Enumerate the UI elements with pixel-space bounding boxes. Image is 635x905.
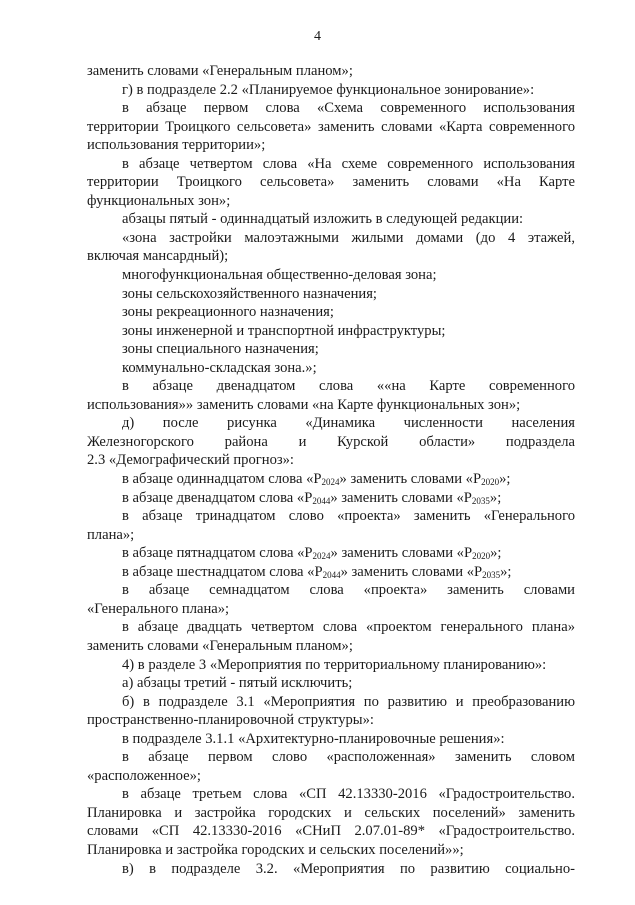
text-line	[87, 711, 575, 730]
text-segment: «расположенное»;	[87, 767, 201, 784]
text-segment: зоны рекреационного назначения;	[122, 304, 334, 321]
subscript-text: 2044	[322, 569, 341, 580]
text-segment: многофункциональная общественно-деловая зона;	[122, 267, 437, 284]
text-line	[87, 656, 575, 675]
text-segment: Железногорского района и Курской области» подраздела	[87, 433, 575, 450]
text-line	[87, 600, 575, 619]
text-segment: »;	[490, 545, 502, 562]
text-segment: зоны сельскохозяйственного назначения;	[122, 285, 377, 302]
text-line	[87, 507, 575, 526]
text-segment: в абзаце первом слово «расположенная» заменить словом	[122, 749, 575, 766]
text-line	[87, 62, 575, 81]
page-number: 4	[314, 29, 321, 44]
text-segment: в абзаце двенадцатом слова «Р	[122, 489, 313, 506]
text-line	[87, 396, 575, 415]
text-line	[87, 618, 575, 637]
text-segment: » заменить словами «Р	[330, 545, 473, 562]
text-line	[87, 693, 575, 712]
text-line	[87, 563, 575, 582]
text-segment: использования»» заменить словами «на Карте функциональных зон»;	[87, 396, 521, 413]
text-segment: 2.3 «Демографический прогноз»:	[87, 452, 294, 469]
text-line	[87, 674, 575, 693]
text-line	[87, 860, 575, 879]
text-line	[87, 99, 575, 118]
subscript-text: 2035	[471, 495, 490, 506]
text-line	[87, 470, 575, 489]
text-segment: г) в подразделе 2.2 «Планируемое функциональное зонирование»:	[122, 81, 535, 98]
text-line	[87, 451, 575, 470]
text-line	[87, 118, 575, 137]
text-line	[87, 785, 575, 804]
subscript-text: 2035	[482, 569, 501, 580]
text-line	[87, 730, 575, 749]
text-segment: б) в подразделе 3.1 «Мероприятия по развитию и преобразованию	[122, 693, 575, 710]
text-segment: в абзаце первом слова «Схема современного использования	[122, 100, 575, 117]
text-line	[87, 544, 575, 563]
text-line	[87, 210, 575, 229]
text-line	[87, 247, 575, 266]
text-segment: территории Троицкого сельсовета» заменить словами «На Карте	[87, 174, 575, 191]
text-segment: »;	[500, 563, 512, 580]
text-segment: в абзаце шестнадцатом слова «Р	[122, 563, 323, 580]
text-segment: зоны специального назначения;	[122, 341, 319, 358]
text-segment: словами «СП 42.13330-2016 «СНиП 2.07.01-89* «Градостроительство.	[87, 823, 575, 840]
text-line	[87, 285, 575, 304]
text-segment: абзацы пятый - одиннадцатый изложить в следующей редакции:	[122, 211, 524, 228]
text-segment: » заменить словами «Р	[340, 563, 483, 580]
text-line	[87, 340, 575, 359]
text-segment: использования территории»;	[87, 137, 266, 154]
text-line	[87, 303, 575, 322]
text-line	[87, 489, 575, 508]
text-line	[87, 173, 575, 192]
text-segment: территории Троицкого сельсовета» заменить словами «Карта современного	[87, 118, 575, 135]
text-line	[87, 767, 575, 786]
text-line	[87, 414, 575, 433]
text-segment: »;	[489, 489, 502, 506]
text-segment: в абзаце пятнадцатом слова «Р	[122, 545, 313, 562]
text-line	[87, 229, 575, 248]
text-segment: включая мансардный);	[87, 248, 229, 265]
text-line	[87, 748, 575, 767]
subscript-text: 2044	[312, 495, 331, 506]
text-line	[87, 136, 575, 155]
text-segment: плана»;	[87, 526, 135, 543]
text-segment: в абзаце одиннадцатом слова «Р	[122, 471, 322, 488]
text-segment: в подразделе 3.1.1 «Архитектурно-планировочные решения»:	[122, 730, 505, 747]
text-segment: «Генерального плана»;	[87, 600, 230, 617]
text-line	[87, 377, 575, 396]
text-segment: «зона застройки малоэтажными жилыми домами (до 4 этажей,	[122, 229, 575, 246]
text-line	[87, 266, 575, 285]
subscript-text: 2024	[321, 477, 340, 488]
text-segment: заменить словами «Генеральным планом»;	[87, 637, 353, 654]
text-segment: а) абзацы третий - пятый исключить;	[122, 675, 353, 692]
text-segment: в абзаце четвертом слова «На схеме современного использования	[122, 155, 575, 172]
text-line	[87, 526, 575, 545]
text-line	[87, 822, 575, 841]
text-segment: коммунально-складская зона.»;	[122, 359, 317, 376]
text-segment: в) в подразделе 3.2. «Мероприятия по развитию социально-	[122, 860, 575, 877]
text-segment: Планировка и застройка городских и сельских поселений» заменить	[87, 804, 575, 821]
text-line	[87, 581, 575, 600]
text-line	[87, 155, 575, 174]
text-segment: » заменить словами «Р	[339, 471, 482, 488]
text-line	[87, 841, 575, 860]
text-segment: в абзаце семнадцатом слова «проекта» заменить словами	[122, 582, 575, 599]
subscript-text: 2020	[481, 477, 500, 488]
text-line	[87, 81, 575, 100]
text-line	[87, 192, 575, 211]
text-line	[87, 433, 575, 452]
subscript-text: 2024	[312, 551, 331, 562]
text-segment: зоны инженерной и транспортной инфраструктуры;	[122, 322, 446, 339]
text-segment: »;	[499, 471, 511, 488]
text-line	[87, 637, 575, 656]
text-segment: д) после рисунка «Динамика численности населения	[122, 415, 575, 432]
text-segment: Планировка и застройка городских и сельских поселений»»;	[87, 841, 464, 858]
text-segment: пространственно-планировочной структуры»:	[87, 712, 374, 729]
text-segment: в абзаце третьем слова «СП 42.13330-2016 «Градостроительство.	[122, 786, 575, 803]
subscript-text: 2020	[472, 551, 491, 562]
text-segment: в абзаце тринадцатом слово «проекта» заменить «Генерального	[122, 508, 575, 525]
text-segment: 4) в разделе 3 «Мероприятия по территориальному планированию»:	[122, 656, 547, 673]
text-line	[87, 804, 575, 823]
document-body	[87, 62, 575, 878]
text-segment: в абзаце двенадцатом слова ««на Карте современного	[122, 378, 575, 395]
text-line	[87, 359, 575, 378]
text-segment: » заменить словами «Р	[330, 489, 472, 506]
text-segment: в абзаце двадцать четвертом слова «проектом генерального плана»	[122, 619, 575, 636]
text-segment: заменить словами «Генеральным планом»;	[87, 63, 353, 79]
text-segment: функциональных зон»;	[87, 192, 231, 209]
text-line	[87, 322, 575, 341]
